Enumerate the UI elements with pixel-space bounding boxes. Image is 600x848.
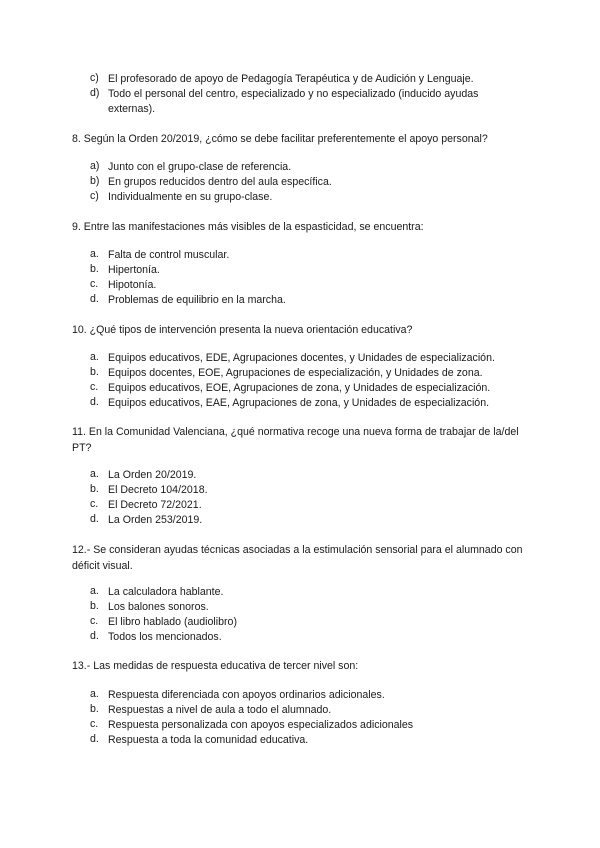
q12-option-b-letter: b.: [90, 600, 99, 612]
q8-option-c-text: Individualmente en su grupo-clase.: [108, 191, 273, 203]
q12-option-d-letter: d.: [90, 630, 99, 642]
q9-option-a-letter: a.: [90, 248, 99, 260]
q13-option-b-letter: b.: [90, 703, 99, 715]
prev-option-d-letter: d): [90, 87, 100, 99]
q9-option-a-text: Falta de control muscular.: [108, 249, 230, 261]
q11-option-c-text: El Decreto 72/2021.: [108, 499, 202, 511]
q12-option-c-letter: c.: [90, 615, 99, 627]
q11-option-a-letter: a.: [90, 468, 99, 480]
q9-option-b-letter: b.: [90, 263, 99, 275]
q12-option-d-text: Todos los mencionados.: [108, 631, 222, 643]
q10-option-b-letter: b.: [90, 366, 99, 378]
q8-option-c-letter: c): [90, 190, 99, 202]
q13-option-d-letter: d.: [90, 733, 99, 745]
prev-option-c-text: El profesorado de apoyo de Pedagogía Terapéutica y de Audición y Lenguaje.: [108, 73, 474, 85]
q11-option-b-letter: b.: [90, 483, 99, 495]
q13-option-c-letter: c.: [90, 718, 99, 730]
q10-option-c-letter: c.: [90, 381, 99, 393]
q9-option-d-text: Problemas de equilibrio en la marcha.: [108, 294, 286, 306]
q13-option-c-text: Respuesta personalizada con apoyos especializados adicionales: [108, 719, 414, 731]
q9-option-c-letter: c.: [90, 278, 99, 290]
q10-option-c-text: Equipos educativos, EOE, Agrupaciones de zona, y Unidades de especialización.: [108, 382, 491, 394]
q11-option-b-text: El Decreto 104/2018.: [108, 484, 208, 496]
prev-option-c-letter: c): [90, 72, 99, 84]
question-8: 8. Según la Orden 20/2019, ¿cómo se debe facilitar preferentemente el apoyo personal?: [72, 133, 488, 145]
q8-option-b-letter: b): [90, 175, 100, 187]
q9-option-d-letter: d.: [90, 293, 99, 305]
q13-option-b-text: Respuestas a nivel de aula a todo el alumnado.: [108, 704, 332, 716]
q11-option-c-letter: c.: [90, 498, 99, 510]
q12-option-a-letter: a.: [90, 585, 99, 597]
q10-option-d-text: Equipos educativos, EAE, Agrupaciones de zona, y Unidades de especialización.: [108, 397, 490, 409]
q10-option-b-text: Equipos docentes, EOE, Agrupaciones de especialización, y Unidades de zona.: [108, 367, 483, 379]
q13-option-a-letter: a.: [90, 688, 99, 700]
q9-option-b-text: Hipertonía.: [108, 264, 160, 276]
q10-option-a-letter: a.: [90, 351, 99, 363]
q8-option-b-text: En grupos reducidos dentro del aula específica.: [108, 176, 332, 188]
question-10: 10. ¿Qué tipos de intervención presenta la nueva orientación educativa?: [72, 324, 413, 336]
question-11: 11. En la Comunidad Valenciana, ¿qué normativa recoge una nueva forma de trabajar de la/del PT?: [72, 426, 519, 454]
q11-option-a-text: La Orden 20/2019.: [108, 469, 197, 481]
q8-option-a-letter: a): [90, 160, 100, 172]
q11-option-d-text: La Orden 253/2019.: [108, 514, 203, 526]
q12-option-a-text: La calculadora hablante.: [108, 586, 224, 598]
q12-option-b-text: Los balones sonoros.: [108, 601, 209, 613]
prev-option-d-text: Todo el personal del centro, especializado y no especializado (inducido ayudas externas).: [108, 88, 479, 115]
q10-option-a-text: Equipos educativos, EDE, Agrupaciones docentes, y Unidades de especialización.: [108, 352, 495, 364]
q8-option-a-text: Junto con el grupo-clase de referencia.: [108, 161, 292, 173]
q13-option-d-text: Respuesta a toda la comunidad educativa.: [108, 734, 309, 746]
question-12: 12.- Se consideran ayudas técnicas asociadas a la estimulación sensorial para el alumnado con déficit visual.: [72, 544, 523, 572]
q11-option-d-letter: d.: [90, 513, 99, 525]
q10-option-d-letter: d.: [90, 396, 99, 408]
q12-option-c-text: El libro hablado (audiolibro): [108, 616, 237, 628]
q9-option-c-text: Hipotonía.: [108, 279, 157, 291]
question-13: 13.- Las medidas de respuesta educativa de tercer nivel son:: [72, 660, 359, 672]
question-9: 9. Entre las manifestaciones más visibles de la espasticidad, se encuentra:: [72, 221, 424, 233]
q13-option-a-text: Respuesta diferenciada con apoyos ordinarios adicionales.: [108, 689, 385, 701]
